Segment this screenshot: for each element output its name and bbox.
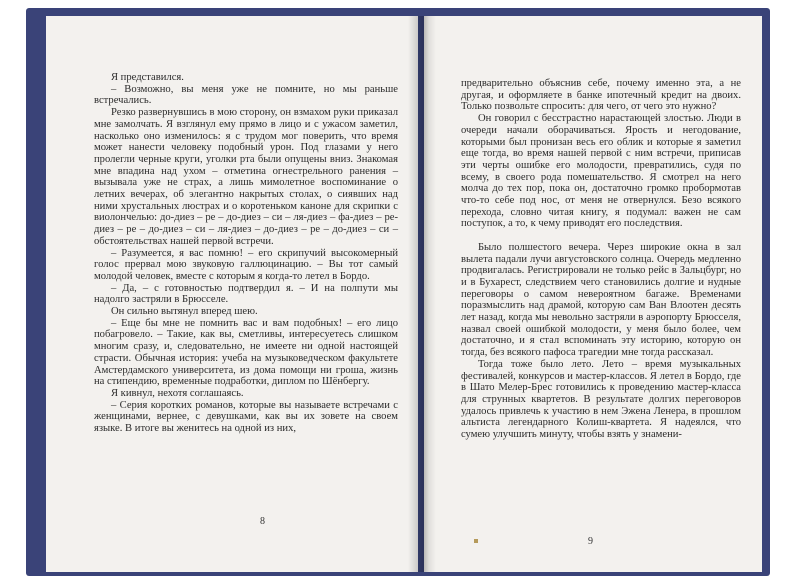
left-page-text <box>94 72 398 435</box>
paragraph: – Да, – с готовностью подтвердил я. – И на полпути мы надолго застряли в Брюсселе. <box>94 282 398 306</box>
page-number: 8 <box>260 516 265 527</box>
paragraph: Я кивнул, нехотя соглашаясь. <box>110 387 244 399</box>
paragraph: предварительно объяснив себе, почему именно эта, а не другая, и оформляете в банке ипотечный кредит на двоих. Только позвольте спросить: для чего, от чего это нужно? <box>461 78 741 113</box>
paragraph: Он говорил с бесстрастно нарастающей злостью. Люди в очереди начали оборачиваться. Ярость и негодование, которыми был пронизан весь его облик и которые я заметил еще тогда, во время нашей первой с ним встречи, приписав эти черты ошибке его молодости, превратились, судя по всему, в своего рода помешательство. Я смотрел на него молча до тех пор, пока он, достаточно громко пробормотав что-то себе под нос, от меня не отвернулся. Безо всякого перехода, словно читая книгу, я подумал: важен не сам поступок, а то, к чему приводят его последствия. <box>461 113 741 230</box>
right-page-text <box>461 78 741 441</box>
paragraph: Тогда тоже было лето. Лето – время музыкальных фестивалей, конкурсов и мастер-классов. Я летел в Бордо, где в Шато Мелер-Брес готовились к проведению мастер-класса для струнных квартетов. В результате долгих переговоров удалось привлечь к участию в нем Эжена Ленера, в прошлом альтиста легендарного Колиш-квартета. Я надеялся, что сумею улучшить минуту, чтобы взять у знамени- <box>461 358 741 441</box>
paragraph: – Разумеется, я вас помню! – его скрипучий высокомерный голос прервал мою звуковую галлюцинацию. – Вы тот самый молодой человек, вместе с которым я когда-то летел в Бордо. <box>94 247 398 282</box>
paragraph: Он сильно вытянул вперед шею. <box>110 306 258 318</box>
right-page <box>424 16 762 572</box>
paragraph: Было полшестого вечера. Через широкие окна в зал вылета падали лучи августовского солнца. Очередь медленно продвигалась. Регистрировали не только рейс в Зальцбург, но и в Бухарест, следствием чего становились долгие и нудные переговоры о самом невероятном багаже. Временами поразмыслить над драмой, которую сам Ван Влоотен десять лет назад, когда мы невольно застряли в аэропорту Брюсселя, назвал своей ошибкой молодости, у меня было более, чем достаточно, и я стал вспоминать эту историю, которую он тогда, без всякого пафоса трагедии мне тогда рассказал. <box>461 241 741 359</box>
paragraph: – Возможно, вы меня уже не помните, но мы раньше встречались. <box>94 83 398 107</box>
paragraph: Резко развернувшись в мою сторону, он взмахом руки приказал мне замолчать. Я взглянул ему прямо в лицо и с ужасом заметил, насколько оно изменилось: я с трудом мог поверить, что время может нанести человеку подобный урон. Под глазами у него пролегли черные круги, уголки рта были опущены вниз. Знакомая мне впадина над ухом – отметина огнестрельного ранения – вызывала уже не страх, а лишь мимолетное воспоминание о летних вечерах, об элегантно накрытых столах, о сиявших над ними хрустальных люстрах и о коротеньком каноне для скрипки с виолончелью: до-диез – ре – до-диез – си – ля-диез – фа-диез – ре-диез – ре – до-диез – си – ля-диез – до-диез – ре – до-диез – си – обстоятельствах нашей первой встречи. <box>94 107 398 247</box>
paragraph: – Серия коротких романов, которые вы называете встречами с женщинами, вернее, с девушками, как вы их зовете на своем языке. В итоге вы женитесь на одной из них, <box>94 399 398 435</box>
page-edge-mark <box>474 539 478 543</box>
paragraph: – Еще бы мне не помнить вас и вам подобных! – его лицо побагровело. – Такие, как вы, сметливы, интересуетесь слишком многим сразу, и, следовательно, не имеете ни одной настоящей страсти. Обычная история: учеба на музыковедческом факультете Амстердамского университета, из дома помощи ни гроша, жизнь на стипендию, временные подработки, диплом по Шёнбергу. <box>94 317 398 388</box>
page-number: 9 <box>588 536 593 547</box>
left-page <box>46 16 418 572</box>
paragraph: Я представился. <box>110 72 184 83</box>
